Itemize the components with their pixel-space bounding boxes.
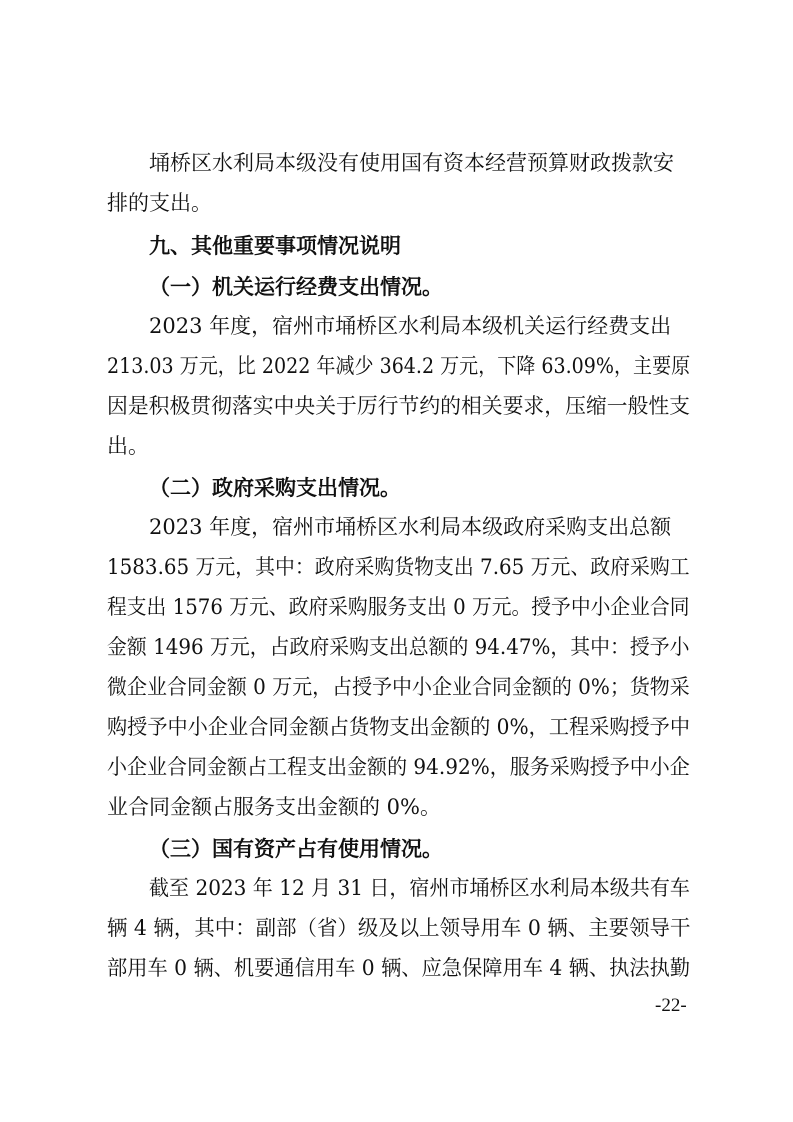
- subsection-heading: [0, 468, 793, 508]
- page-number: -22-: [655, 995, 687, 1016]
- paragraph-line: [0, 868, 793, 908]
- line-text: 辆 4 辆，其中：副部（省）级及以上领导用车 0 辆、主要领导干: [107, 916, 691, 940]
- paragraph-line: [0, 787, 793, 827]
- paragraph-line: [0, 908, 793, 948]
- paragraph-line: [0, 547, 793, 587]
- line-text: 出。: [107, 434, 149, 458]
- line-text: 埇桥区水利局本级没有使用国有资本经营预算财政拨款安: [149, 151, 674, 175]
- paragraph-line: [0, 426, 793, 466]
- line-text: 购授予中小企业合同金额占货物支出金额的 0%，工程采购授予中: [107, 715, 691, 739]
- paragraph-line: [0, 386, 793, 426]
- line-text: 微企业合同金额 0 万元，占授予中小企业合同金额的 0%；货物采: [107, 675, 690, 699]
- paragraph-line: [0, 587, 793, 627]
- line-text: 2023 年度，宿州市埇桥区水利局本级机关运行经费支出: [149, 314, 672, 338]
- line-text: 业合同金额占服务支出金额的 0%。: [107, 795, 441, 819]
- paragraph-line: [0, 948, 793, 988]
- heading-text: 九、其他重要事项情况说明: [149, 234, 401, 258]
- line-text: 金额 1496 万元，占政府采购支出总额的 94.47%，其中：授予小: [107, 635, 690, 659]
- line-text: 因是积极贯彻落实中央关于厉行节约的相关要求，压缩一般性支: [107, 394, 691, 418]
- line-text: 1583.65 万元，其中：政府采购货物支出 7.65 万元、政府采购工: [107, 555, 690, 579]
- line-text: 排的支出。: [107, 191, 212, 215]
- heading-text: （三）国有资产占有使用情况。: [149, 837, 443, 861]
- line-text: 程支出 1576 万元、政府采购服务支出 0 万元。授予中小企业合同: [107, 595, 690, 619]
- heading-text: （一）机关运行经费支出情况。: [149, 275, 443, 299]
- paragraph-line: [0, 306, 793, 346]
- line-text: 213.03 万元，比 2022 年减少 364.2 万元，下降 63.09%，主要原: [107, 354, 691, 378]
- paragraph-line: [0, 507, 793, 547]
- line-text: 部用车 0 辆、机要通信用车 0 辆、应急保障用车 4 辆、执法执勤: [107, 956, 691, 980]
- line-text: 2023 年度，宿州市埇桥区水利局本级政府采购支出总额: [149, 515, 672, 539]
- subsection-heading: [0, 829, 793, 869]
- heading-text: （二）政府采购支出情况。: [149, 476, 401, 500]
- line-text: 小企业合同金额占工程支出金额的 94.92%，服务采购授予中小企: [107, 755, 690, 779]
- subsection-heading: [0, 267, 793, 307]
- paragraph-line: [0, 627, 793, 667]
- paragraph-line: [0, 747, 793, 787]
- paragraph-line: [0, 707, 793, 747]
- paragraph-line: [0, 667, 793, 707]
- paragraph-line: [0, 183, 793, 223]
- section-heading: [0, 226, 793, 266]
- paragraph-line: [0, 346, 793, 386]
- paragraph-line: [0, 143, 793, 183]
- line-text: 截至 2023 年 12 月 31 日，宿州市埇桥区水利局本级共有车: [149, 876, 690, 900]
